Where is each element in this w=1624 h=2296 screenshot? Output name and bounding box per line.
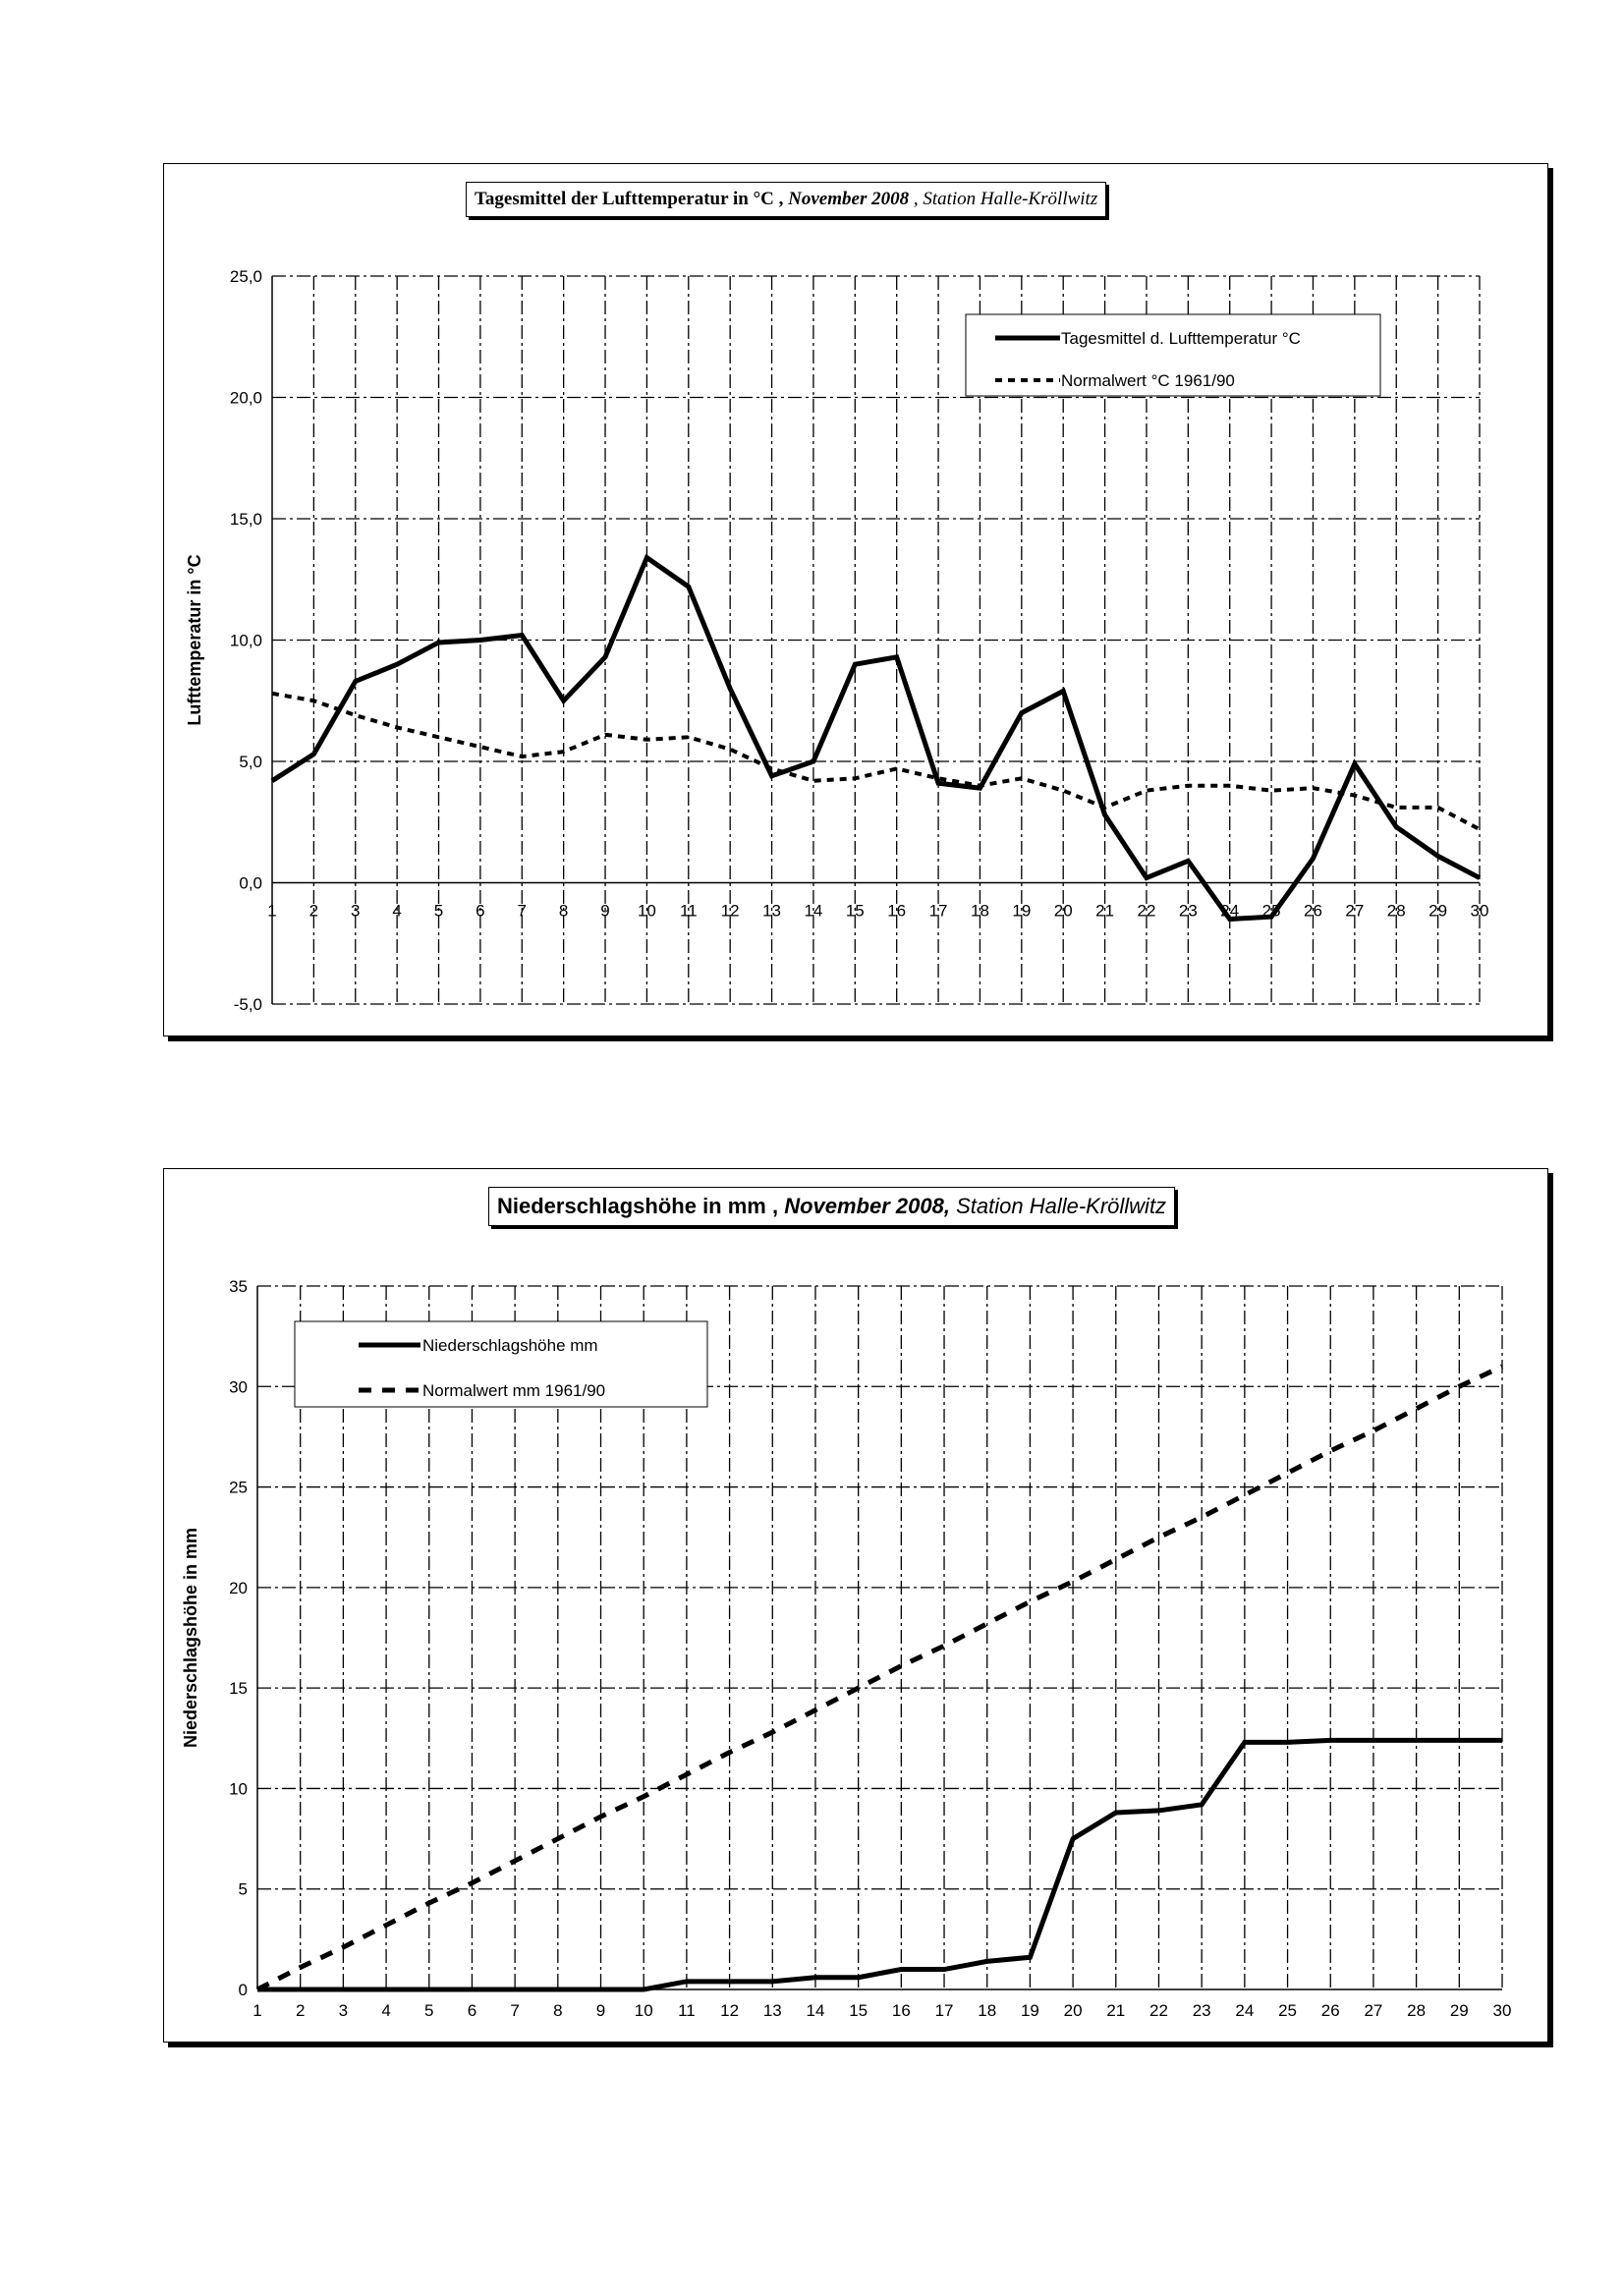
x-tick-label: 12	[720, 2001, 740, 2020]
y-tick-label: 0,0	[239, 873, 262, 893]
x-tick-label: 22	[1137, 901, 1156, 921]
y-tick-label: 0	[238, 1981, 248, 1999]
precipitation-chart-svg	[164, 1169, 1547, 2042]
legend-label: Niederschlagshöhe mm	[422, 1336, 598, 1355]
precipitation-title-text: Niederschlagshöhe in mm ,	[497, 1194, 779, 1218]
x-tick-label: 28	[1386, 901, 1406, 921]
precipitation-title-station: Station Halle-Kröllwitz	[956, 1194, 1167, 1218]
y-tick-label: 20	[229, 1578, 248, 1597]
x-tick-label: 8	[553, 2001, 563, 2020]
x-tick-label: 10	[637, 901, 656, 921]
precipitation-chart-panel	[163, 1168, 1548, 2043]
legend-label: Normalwert °C 1961/90	[1061, 371, 1235, 390]
x-tick-label: 20	[1053, 901, 1073, 921]
temperature-title-text: Tagesmittel der Lufttemperatur in °C ,	[475, 189, 784, 209]
y-axis-title: Lufttemperatur in °C	[185, 554, 204, 726]
x-tick-label: 5	[433, 901, 444, 921]
x-tick-label: 28	[1407, 2001, 1427, 2020]
x-tick-label: 11	[678, 2001, 696, 2020]
x-tick-label: 26	[1320, 2001, 1340, 2020]
x-tick-label: 19	[1012, 901, 1032, 921]
x-tick-label: 19	[1020, 2001, 1039, 2020]
x-tick-label: 4	[381, 2001, 391, 2020]
x-tick-label: 21	[1095, 901, 1115, 921]
x-tick-label: 23	[1192, 2001, 1211, 2020]
x-tick-label: 16	[887, 901, 907, 921]
y-tick-label: -5,0	[233, 995, 262, 1014]
x-tick-label: 18	[970, 901, 989, 921]
x-tick-label: 21	[1106, 2001, 1126, 2020]
x-tick-label: 3	[338, 2001, 349, 2020]
legend-label: Tagesmittel d. Lufttemperatur °C	[1061, 329, 1301, 348]
y-tick-label: 25,0	[229, 267, 262, 286]
x-tick-label: 26	[1304, 901, 1322, 921]
series-line-measured	[257, 1740, 1502, 1989]
y-tick-label: 15	[229, 1679, 248, 1699]
x-tick-label: 11	[679, 901, 698, 921]
x-tick-label: 5	[424, 2001, 434, 2020]
x-tick-label: 24	[1235, 2001, 1255, 2020]
x-tick-label: 9	[595, 2001, 606, 2020]
series-line-measured	[272, 558, 1480, 920]
x-tick-label: 25	[1261, 901, 1281, 921]
y-tick-label: 30	[229, 1377, 248, 1397]
x-tick-label: 25	[1278, 2001, 1298, 2020]
x-tick-label: 29	[1428, 901, 1448, 921]
x-tick-label: 13	[762, 901, 782, 921]
x-tick-label: 1	[252, 2001, 262, 2020]
x-tick-label: 18	[978, 2001, 997, 2020]
x-tick-label: 3	[351, 901, 361, 921]
x-tick-label: 17	[934, 2001, 954, 2020]
y-tick-label: 5,0	[239, 753, 262, 771]
x-tick-label: 6	[476, 901, 485, 921]
x-tick-label: 30	[1492, 2001, 1512, 2020]
x-tick-label: 24	[1220, 901, 1240, 921]
x-tick-label: 8	[558, 901, 569, 921]
x-tick-label: 13	[762, 2001, 782, 2020]
temperature-chart-svg	[164, 164, 1547, 1036]
temperature-chart-panel	[163, 163, 1548, 1036]
x-tick-label: 1	[267, 901, 277, 921]
series-line-normal	[257, 1367, 1502, 1989]
y-axis-title: Niederschlagshöhe in mm	[181, 1527, 200, 1749]
y-tick-label: 15,0	[229, 510, 262, 529]
y-tick-label: 10,0	[229, 631, 262, 650]
x-tick-label: 27	[1345, 901, 1365, 921]
x-tick-label: 15	[849, 2001, 868, 2020]
x-tick-label: 9	[600, 901, 610, 921]
x-tick-label: 23	[1178, 901, 1198, 921]
x-tick-label: 30	[1470, 901, 1489, 921]
x-tick-label: 27	[1364, 2001, 1383, 2020]
x-tick-label: 12	[720, 901, 740, 921]
x-tick-label: 20	[1063, 2001, 1083, 2020]
x-tick-label: 14	[806, 2001, 825, 2020]
x-tick-label: 29	[1449, 2001, 1469, 2020]
x-tick-label: 4	[392, 901, 402, 921]
y-tick-label: 10	[229, 1779, 248, 1799]
temperature-title-month: November 2008	[788, 189, 910, 209]
y-tick-label: 20,0	[229, 388, 262, 408]
y-tick-label: 5	[238, 1879, 248, 1899]
x-tick-label: 14	[804, 901, 823, 921]
x-tick-label: 15	[845, 901, 865, 921]
y-tick-label: 35	[229, 1277, 248, 1296]
x-tick-label: 2	[308, 901, 319, 921]
x-tick-label: 2	[295, 2001, 306, 2020]
precipitation-title-month: November 2008,	[784, 1194, 950, 1218]
x-tick-label: 22	[1149, 2001, 1168, 2020]
temperature-title-station: , Station Halle-Kröllwitz	[913, 189, 1098, 209]
x-tick-label: 7	[517, 901, 528, 921]
x-tick-label: 17	[928, 901, 948, 921]
x-tick-label: 7	[510, 2001, 520, 2020]
x-tick-label: 16	[891, 2001, 911, 2020]
x-tick-label: 6	[467, 2001, 477, 2020]
y-tick-label: 25	[229, 1478, 248, 1497]
x-tick-label: 10	[634, 2001, 653, 2020]
legend-label: Normalwert mm 1961/90	[422, 1381, 606, 1400]
